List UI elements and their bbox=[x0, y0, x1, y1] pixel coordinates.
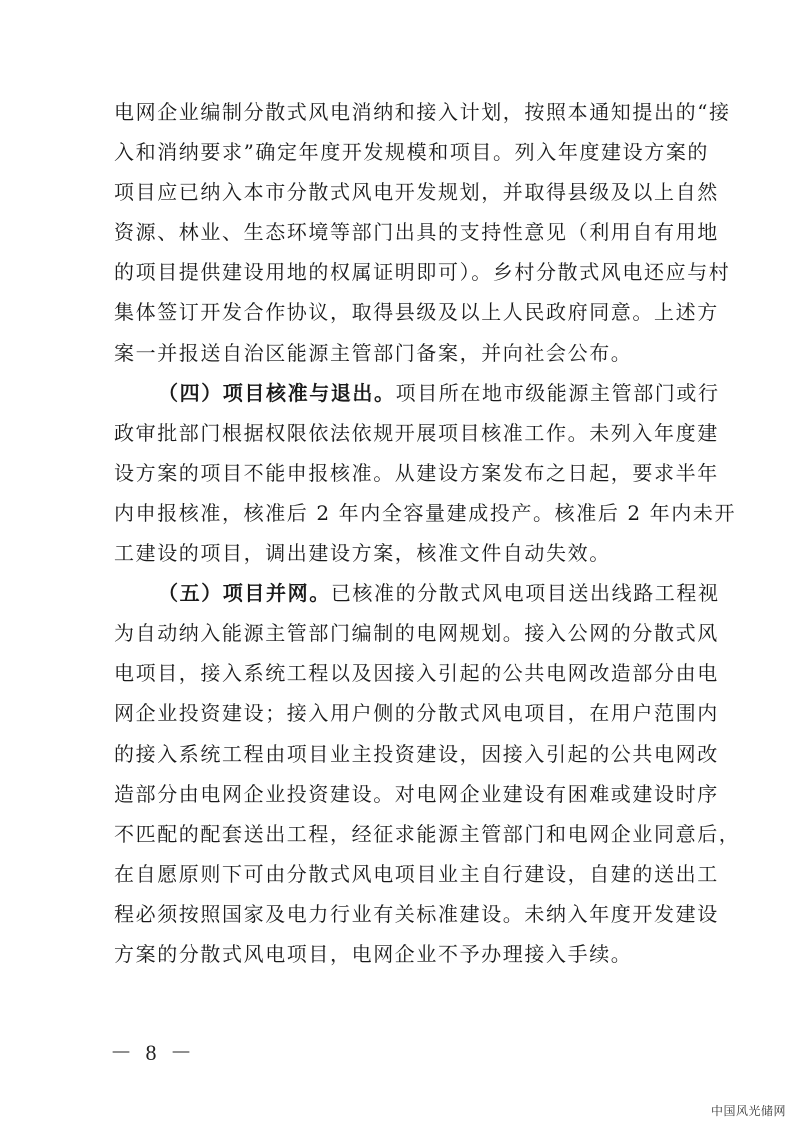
watermark-text: 中国风光储网 bbox=[710, 1104, 786, 1118]
text-fragment: 已核准的分散式风电项目送出线路工程视 bbox=[330, 581, 720, 606]
text-line: 案一并报送自治区能源主管部门备案，并向社会公布。 bbox=[114, 340, 633, 365]
section-four-first-line bbox=[114, 373, 720, 413]
text-line: 内申报核准，核准后 2 年内全容量建成投产。核准后 2 年内未开 bbox=[114, 500, 737, 525]
text-line: 电项目，接入系统工程以及因接入引起的公共电网改造部分由电 bbox=[114, 661, 719, 686]
text-line: 不匹配的配套送出工程，经征求能源主管部门和电网企业同意后， bbox=[114, 821, 741, 846]
text-line: 程必须按照国家及电力行业有关标准建设。未纳入年度开发建设 bbox=[114, 901, 719, 926]
text-line: 设方案的项目不能申报核准。从建设方案发布之日起，要求半年 bbox=[114, 460, 719, 485]
text-line: 集体签订开发合作协议，取得县级及以上人民政府同意。上述方 bbox=[114, 300, 719, 325]
text-line: 的项目提供建设用地的权属证明即可）。乡村分散式风电还应与村 bbox=[114, 260, 731, 285]
text-line: 政审批部门根据权限依法依规开展项目核准工作。未列入年度建 bbox=[114, 420, 719, 445]
text-line: 方案的分散式风电项目，电网企业不予办理接入手续。 bbox=[114, 941, 633, 966]
section-five-first-line bbox=[114, 573, 720, 613]
text-line: 在自愿原则下可由分散式风电项目业主自行建设，自建的送出工 bbox=[114, 861, 719, 886]
text-line: 电网企业编制分散式风电消纳和接入计划，按照本通知提出的“接 bbox=[114, 100, 731, 124]
section-heading-five: （五）项目并网。 bbox=[158, 581, 331, 606]
text-line: 工建设的项目，调出建设方案，核准文件自动失效。 bbox=[114, 541, 611, 566]
text-line: 入和消纳要求”确定年度开发规模和项目。列入年度建设方案的 bbox=[114, 140, 710, 165]
page-number: － 8 － bbox=[110, 1040, 197, 1065]
document-body bbox=[114, 92, 741, 974]
text-line: 项目应已纳入本市分散式风电开发规划，并取得县级及以上自然 bbox=[114, 180, 719, 205]
text-line: 资源、林业、生态环境等部门出具的支持性意见（利用自有用地 bbox=[114, 220, 719, 245]
section-heading-four: （四）项目核准与退出。 bbox=[158, 380, 396, 405]
text-line: 为自动纳入能源主管部门编制的电网规划。接入公网的分散式风 bbox=[114, 621, 719, 646]
text-line: 造部分由电网企业投资建设。对电网企业建设有困难或建设时序 bbox=[114, 781, 719, 806]
text-line: 的接入系统工程由项目业主投资建设，因接入引起的公共电网改 bbox=[114, 741, 719, 766]
text-line: 网企业投资建设；接入用户侧的分散式风电项目，在用户范围内 bbox=[114, 701, 719, 726]
text-fragment: 项目所在地市级能源主管部门或行 bbox=[395, 380, 720, 405]
